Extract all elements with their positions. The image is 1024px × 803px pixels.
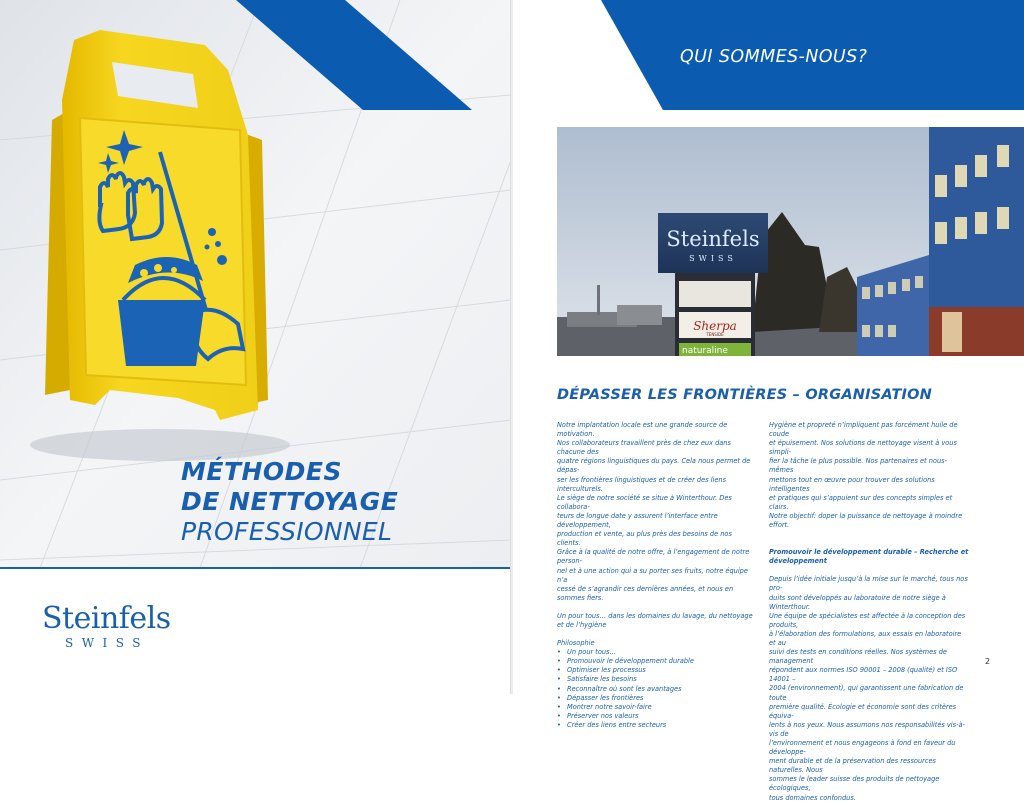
text-line: Un pour tous… dans les domaines du lavage, du nettoyage — [557, 611, 753, 620]
right-page — [513, 0, 1024, 802]
title-line-1: MÉTHODES — [181, 457, 343, 486]
col2-paragraph-2 — [769, 575, 969, 802]
list-item: • Créer des liens entre secteurs — [557, 721, 753, 730]
text-line: fier la tâche le plus possible. Nos partenaires et nous-mêmes — [769, 457, 947, 475]
text-column-1 — [557, 421, 753, 730]
text-line: duits sont développés au laboratoire de notre siège à Winterthour. — [769, 593, 946, 611]
col1-paragraph-2 — [557, 612, 753, 630]
text-line: Promouvoir le développement durable – Recherche et — [769, 548, 969, 557]
photo-sign-brand-2: Sherpa — [693, 319, 737, 333]
text-line: tous domaines confondus. — [769, 793, 856, 802]
text-line: sommes le leader suisse des produits de nettoyage écologiques, — [769, 775, 940, 793]
title-line-2: DE NETTOYAGE — [181, 487, 399, 516]
photo-sign-brand-3: naturaline — [682, 346, 728, 356]
text-line: ser les frontières linguistiques et de créer des liens interculturels. — [557, 475, 727, 493]
text-line: Une équipe de spécialistes est affectée à la conception des produits, — [769, 611, 966, 629]
text-line: première qualité. Écologie et économie sont des critères équiva- — [769, 702, 957, 720]
text-line: production et vente, au plus près des besoins de nos clients. — [557, 530, 732, 548]
logo-sub: SWISS — [65, 636, 150, 650]
col1-paragraph-1 — [557, 421, 753, 603]
text-line: nel et à une action qui a su porter ses fruits, notre équipe n’a — [557, 566, 748, 584]
logo-word: Steinfels — [42, 601, 171, 636]
text-line: cessé de s’agrandir ces dernières années, et nous en sommes fiers. — [557, 584, 734, 602]
list-item: • Optimiser les processus — [557, 666, 753, 675]
text-line: Depuis l’idée initiale jusqu’à la mise sur le marché, tous nos pro- — [769, 575, 968, 593]
text-line: répondent aux normes ISO 90001 – 2008 (qualité) et ISO 14001 – — [769, 666, 958, 684]
text-line: ment durable et de la préservation des ressources naturelles. Nous — [769, 757, 936, 775]
text-line: quatre régions linguistiques du pays. Cela nous permet de dépas- — [557, 457, 751, 475]
text-line: et pratiques qui s’appuient sur des concepts simples et clairs. — [769, 493, 953, 511]
page-number: 2 — [985, 657, 991, 666]
photo-sign-sub: SWISS — [689, 254, 737, 263]
list-item: • Un pour tous… — [557, 648, 753, 657]
text-line: Notre implantation locale est une grande source de motivation. — [557, 421, 728, 439]
list-item: • Satisfaire les besoins — [557, 675, 753, 684]
text-line: suivi des tests en conditions réelles. Nos systèmes de management — [769, 648, 947, 666]
text-line: Hygiène et propreté n’impliquent pas forcément huile de coude — [769, 421, 958, 439]
text-line: développement — [769, 557, 827, 566]
steinfels-logo — [42, 601, 171, 650]
text-line: l’environnement et nous engageons à fond en faveur du développe- — [769, 739, 956, 757]
text-line: et épuisement. Nos solutions de nettoyage visent à vous simpli- — [769, 439, 957, 457]
list-item: • Promouvoir le développement durable — [557, 657, 753, 666]
philosophy-list — [557, 648, 753, 730]
list-item: • Préserver nos valeurs — [557, 712, 753, 721]
left-page — [0, 0, 511, 694]
text-line: teurs de longue date y assurent l’interface entre développement, — [557, 511, 718, 530]
list-item: • Reconnaître où sont les avantages — [557, 685, 753, 694]
philosophy-label: Philosophie — [557, 639, 595, 648]
col2-paragraph-1 — [769, 421, 969, 530]
title-line-3: PROFESSIONNEL — [181, 517, 393, 546]
text-line: Grâce à la qualité de notre offre, à l’engagement de notre person- — [557, 548, 750, 566]
text-line: mettons tout en œuvre pour trouver des solutions intelligentes — [769, 475, 935, 493]
photo-sign-brand-2-sub: TENSIDE — [706, 332, 724, 337]
text-line: Notre objectif: doper la puissance de nettoyage à moindre effort. — [769, 511, 963, 530]
text-line: et de l’hygiène — [557, 620, 607, 629]
text-line: 2004 (environnement), qui garantissent une fabrication de toute — [769, 684, 964, 702]
list-item: • Montrer notre savoir-faire — [557, 703, 753, 712]
divider-line — [0, 567, 511, 569]
col2-sub-heading — [769, 548, 969, 566]
text-line: à l’élaboration des formulations, aux essais en laboratoire et au — [769, 629, 962, 647]
text-line: Nos collaborateurs travaillent près de chez eux dans chacune des — [557, 439, 731, 457]
section-title: QUI SOMMES-NOUS? — [680, 47, 868, 67]
organisation-heading: DÉPASSER LES FRONTIÈRES – ORGANISATION — [557, 387, 932, 403]
photo-sign-main: Steinfels — [666, 227, 760, 251]
text-line: Le siège de notre société se situe à Winterthour. Des collabora- — [557, 493, 732, 511]
text-column-2 — [769, 421, 969, 803]
list-item: • Dépasser les frontières — [557, 694, 753, 703]
text-line: lents à nos yeux. Nous assumons nos responsabilités vis-à-vis de — [769, 720, 965, 738]
headquarters-photo — [557, 127, 1024, 356]
